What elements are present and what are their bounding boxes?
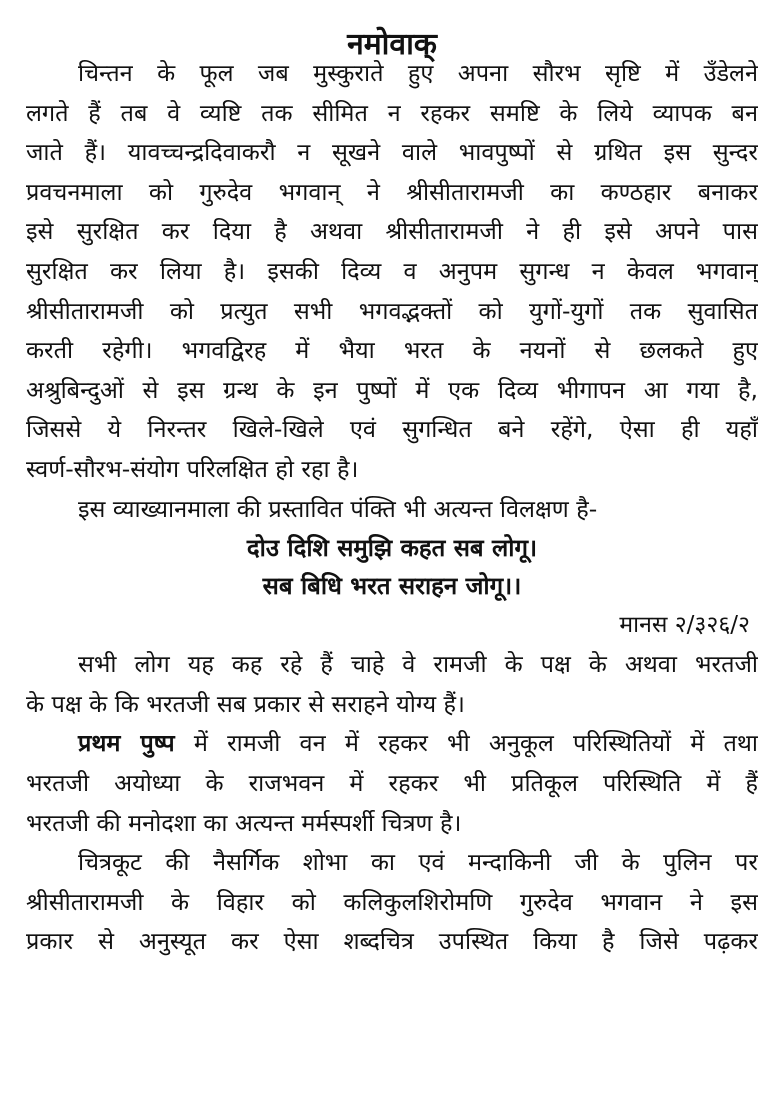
text-line: इस व्याख्यानमाला की प्रस्तावित पंक्ति भी अत्यन्त विलक्षण है- bbox=[78, 494, 598, 523]
paragraph-chitrakoot bbox=[26, 843, 758, 962]
paragraph-intro bbox=[26, 54, 758, 490]
text-line: अश्रुबिन्दुओं से इस ग्रन्थ के इन पुष्पों में एक दिव्य भीगापन आ गया है, bbox=[26, 375, 758, 404]
text-line: श्रीसीतारामजी को प्रत्युत सभी भगवद्भक्तों को युगों-युगों तक सुवासित bbox=[26, 296, 758, 325]
text-line: जाते हैं। यावच्चन्द्रदिवाकरौ न सूखने वाले भावपुष्पों से ग्रथित इस सुन्दर bbox=[26, 138, 758, 167]
text-line: सुरक्षित कर लिया है। इसकी दिव्य व अनुपम सुगन्ध न केवल भगवान् bbox=[26, 256, 758, 285]
text-line: चित्रकूट की नैसर्गिक शोभा का एवं मन्दाकिनी जी के पुलिन पर bbox=[78, 848, 758, 877]
text-line: प्रकार से अनुस्यूत कर ऐसा शब्दचित्र उपस्थित किया है जिसे पढ़कर bbox=[26, 927, 758, 956]
page-title: नमोवाक् bbox=[347, 27, 437, 62]
text-line bbox=[26, 724, 758, 764]
text-line: जिससे ये निरन्तर खिले-खिले एवं सुगन्धित बने रहेंगे, ऐसा ही यहाँ bbox=[26, 415, 758, 444]
text-line: चिन्तन के फूल जब मुस्कुराते हुए अपना सौरभ सृष्टि में उँडेलने bbox=[78, 59, 758, 87]
verse-reference: मानस २/३२६/२ bbox=[619, 612, 750, 639]
text-line: इसे सुरक्षित कर दिया है अथवा श्रीसीतारामजी ने ही इसे अपने पास bbox=[26, 217, 758, 246]
verse-block bbox=[26, 529, 758, 645]
text-line: भरतजी की मनोदशा का अत्यन्त मर्मस्पर्शी चित्रण है। bbox=[26, 808, 462, 837]
text-span: में रामजी वन में रहकर भी अनुकूल परिस्थितियों में तथा bbox=[174, 729, 758, 758]
paragraph-explanation bbox=[26, 645, 758, 724]
verse-line: दोउ दिशि समुझि कहत सब लोगू। bbox=[246, 534, 538, 563]
text-line: भरतजी अयोध्या के राजभवन में रहकर भी प्रतिकूल परिस्थिति में हैं bbox=[26, 768, 758, 797]
paragraph-first-flower bbox=[26, 724, 758, 843]
bold-lead: प्रथम पुष्प bbox=[78, 729, 175, 758]
text-line: करती रहेगी। भगवद्विरह में भैया भरत के नयनों से छलकते हुए bbox=[26, 336, 758, 365]
text-line: सभी लोग यह कह रहे हैं चाहे वे रामजी के पक्ष के अथवा भरतजी bbox=[78, 650, 758, 679]
text-line: लगते हैं तब वे व्यष्टि तक सीमित न रहकर समष्टि के लिये व्यापक बन bbox=[26, 98, 758, 127]
verse-line: सब बिधि भरत सराहन जोगू।। bbox=[262, 572, 522, 601]
text-line: स्वर्ण-सौरभ-संयोग परिलक्षित हो रहा है। bbox=[26, 454, 359, 483]
text-line: के पक्ष के कि भरतजी सब प्रकार से सराहने योग्य हैं। bbox=[26, 689, 465, 718]
text-line: श्रीसीतारामजी के विहार को कलिकुलशिरोमणि गुरुदेव भगवान ने इस bbox=[26, 887, 758, 916]
text-line: प्रवचनमाला को गुरुदेव भगवान् ने श्रीसीतारामजी का कण्ठहार बनाकर bbox=[26, 177, 758, 206]
paragraph-verse-intro bbox=[26, 490, 758, 530]
